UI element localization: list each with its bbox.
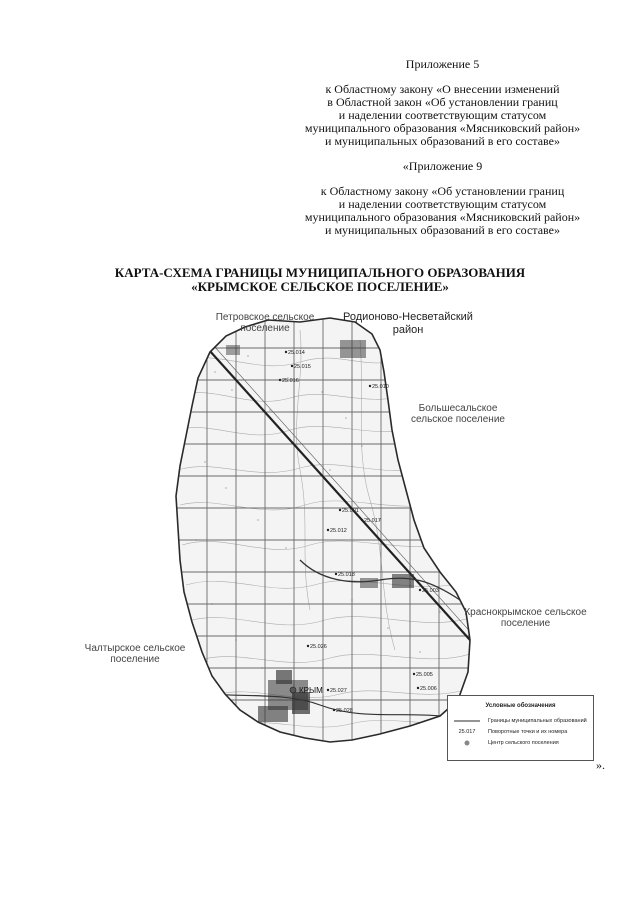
boundary-line-icon <box>452 719 482 723</box>
turning-point-label: 25.003 <box>422 588 439 594</box>
law-9-line: и наделении соответствующим статусом <box>338 197 547 211</box>
legend-item-text: Границы муниципальных образований <box>488 718 587 724</box>
neighbor-label-bolshesalskoe: Большесальское сельское поселение <box>411 403 505 425</box>
legend-item-boundary <box>452 716 589 726</box>
turning-point-code-sample: 25.017 <box>458 729 476 735</box>
legend-item-text: Центр сельского поселения <box>488 740 559 746</box>
turning-point-label: 25.006 <box>420 686 437 692</box>
turning-point-label: 25.026 <box>310 644 327 650</box>
neighbor-label-krasnokrymskoe: Краснокрымское сельское поселение <box>464 607 587 629</box>
turning-point-label: 25.015 <box>294 364 311 370</box>
appendix-9-label: «Приложение 9 <box>402 159 483 173</box>
map-title-line-2: «КРЫМСКОЕ СЕЛЬСКОЕ ПОСЕЛЕНИЕ» <box>191 279 449 294</box>
legend-item-turning-points <box>452 727 589 737</box>
neighbor-label-petrovskoe: Петровское сельское поселение <box>215 312 315 334</box>
turning-point-label: 25.001 <box>342 508 359 514</box>
map-title <box>0 266 640 294</box>
map-title-line-1: КАРТА-СХЕМА ГРАНИЦЫ МУНИЦИПАЛЬНОГО ОБРАЗОВАНИЯ <box>114 265 526 280</box>
closing-quote: ». <box>596 758 605 772</box>
law-5-line: к Областному закону «О внесении изменений <box>325 82 560 96</box>
turning-point-label: 25.005 <box>416 672 433 678</box>
turning-point-label: 25.027 <box>330 688 347 694</box>
law-9-line: к Областному закону «Об установлении границ <box>320 184 565 198</box>
settlement-label: КРЫМ <box>299 686 323 695</box>
legend-item-center <box>452 738 589 748</box>
turning-point-label: 25.012 <box>330 528 347 534</box>
appendix-header <box>270 58 615 237</box>
settlement-center-marker <box>290 687 296 693</box>
law-5-line: в Областной закон «Об установлении границ <box>327 95 558 109</box>
law-9-line: муниципального образования «Мясниковский район» <box>304 210 581 224</box>
law-5-line: и муниципальных образований в его составе» <box>325 134 560 148</box>
turning-point-label: 25.018 <box>338 572 355 578</box>
legend-title: Условные обозначения <box>485 703 556 709</box>
law-5-line: и наделении соответствующим статусом <box>338 108 547 122</box>
appendix-5-label: Приложение 5 <box>405 57 480 71</box>
legend-item-text: Поворотные точки и их номера <box>488 729 568 735</box>
map-legend <box>447 695 594 761</box>
turning-point-label: 25.016 <box>282 378 299 384</box>
neighbor-label-chaltyrskoe: Чалтырское сельское поселение <box>84 643 186 665</box>
law-9-line: и муниципальных образований в его составе» <box>325 223 560 237</box>
turning-point-label: 25.017 <box>364 518 381 524</box>
turning-point-label: 25.010 <box>372 384 389 390</box>
turning-point-label: 25.014 <box>288 350 305 356</box>
law-5-line: муниципального образования «Мясниковский район» <box>304 121 581 135</box>
neighbor-label-rodionovo: Родионово-Несветайский район <box>343 311 473 336</box>
center-dot-icon <box>452 739 482 747</box>
turning-point-label: 25.028 <box>336 708 353 714</box>
